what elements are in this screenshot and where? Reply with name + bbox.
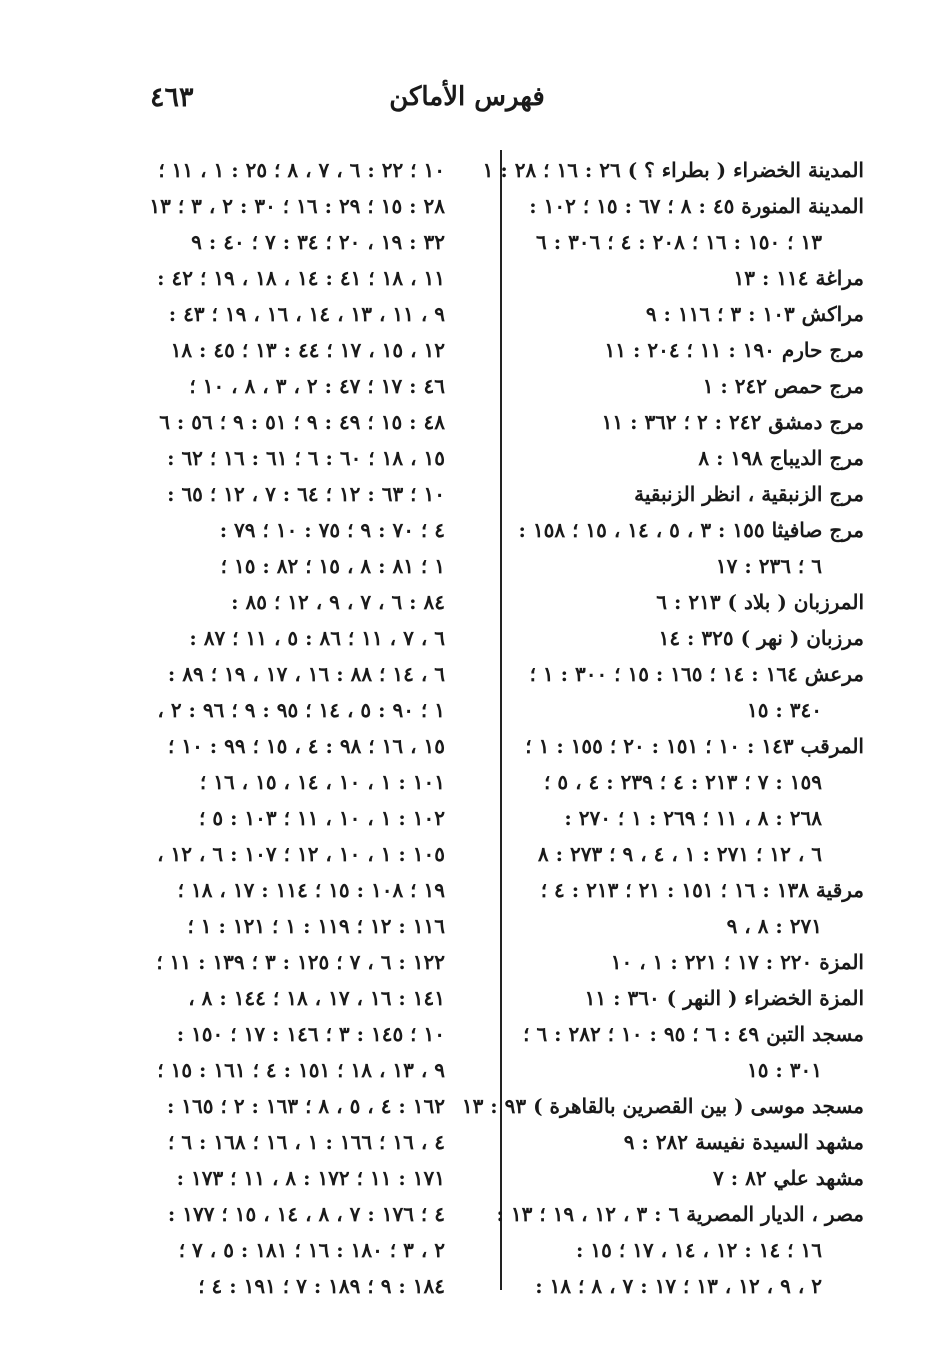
index-entry: المدينة المنورة ٤٥ : ٨ ؛ ٦٧ : ١٥ ؛ ١٠٢ : bbox=[529, 194, 864, 218]
index-entry: مسجد موسى ( بين القصرين بالقاهرة ) ٩٣ : ١٣ bbox=[461, 1094, 864, 1118]
index-entry-continuation: ١١ ، ١٨ ؛ ٤١ : ١٤ ، ١٨ ، ١٩ ؛ ٤٢ : bbox=[157, 266, 445, 290]
page-title: فهرس الأماكن bbox=[389, 82, 545, 112]
index-entry-continuation: ١٥٩ : ٧ ؛ ٢١٣ : ٤ ؛ ٢٣٩ : ٤ ، ٥ ؛ bbox=[544, 770, 822, 794]
index-entry-continuation: ٤ ؛ ١٧٦ : ٧ ، ٨ ، ١٤ ، ١٥ ؛ ١٧٧ : bbox=[167, 1202, 445, 1226]
index-entry-continuation: ١٠٥ : ١ ، ١٠ ، ١٢ ؛ ١٠٧ : ٦ ، ١٢ ، bbox=[157, 842, 445, 866]
index-entry-continuation: ٣٢ : ١٩ ، ٢٠ ؛ ٣٤ : ٧ ؛ ٤٠ : ٩ bbox=[191, 230, 445, 254]
index-entry-continuation: ٦ ، ١٤ ؛ ٨٨ : ١٦ ، ١٧ ، ١٩ ؛ ٨٩ : bbox=[167, 662, 445, 686]
index-entry: مرج حمص ٢٤٢ : ١ bbox=[702, 374, 864, 398]
index-entry-continuation: ٣٠١ : ١٥ bbox=[746, 1058, 822, 1082]
index-entry: مشهد السيدة نفيسة ٢٨٢ : ٩ bbox=[623, 1130, 864, 1154]
index-entry-continuation: ٤ ؛ ٧٠ : ٩ ؛ ٧٥ : ١٠ ؛ ٧٩ : bbox=[219, 518, 445, 542]
index-entry-continuation: ١٥ ، ١٨ ؛ ٦٠ : ٦ ؛ ٦١ : ١٦ ؛ ٦٢ : bbox=[167, 446, 445, 470]
index-entry-continuation: ٢ ، ٩ ، ١٢ ، ١٣ ؛ ١٧ : ٧ ، ٨ ؛ ١٨ : bbox=[535, 1274, 822, 1298]
index-entry: مرج دمشق ٢٤٢ : ٢ ؛ ٣٦٢ : ١١ bbox=[601, 410, 864, 434]
index-entry-continuation: ٦ ، ٧ ، ١١ ؛ ٨٦ : ٥ ، ١١ ؛ ٨٧ : bbox=[189, 626, 445, 650]
index-entry-continuation: ١٠٢ : ١ ، ١٠ ، ١١ ؛ ١٠٣ : ٥ ؛ bbox=[199, 806, 445, 830]
index-entry-continuation: ١٥ ، ١٦ ؛ ٩٨ : ٤ ، ١٥ ؛ ٩٩ : ١٠ ؛ bbox=[168, 734, 445, 758]
index-entry-continuation: ٢٧١ : ٨ ، ٩ bbox=[726, 914, 822, 938]
index-entry: المدينة الخضراء ( بطراء ؟ ) ٢٦ : ١٦ ؛ ٢٨ : ١ bbox=[482, 158, 864, 182]
index-entry: المرزبان ( بلاد ) ٢١٣ : ٦ bbox=[656, 590, 864, 614]
index-column-left bbox=[130, 152, 445, 1304]
index-entry-continuation: ٢٦٨ : ٨ ، ١١ ؛ ٢٦٩ : ١ ؛ ٢٧٠ : bbox=[564, 806, 822, 830]
index-entry-continuation: ٣٤٠ : ١٥ bbox=[746, 698, 822, 722]
index-entry-continuation: ٨٤ : ٦ ، ٧ ، ٩ ، ١٢ ؛ ٨٥ : bbox=[231, 590, 445, 614]
index-entry: مرقية ١٣٨ : ١٦ ؛ ١٥١ : ٢١ ؛ ٢١٣ : ٤ ؛ bbox=[540, 878, 864, 902]
index-entry-continuation: ٦ ، ١٢ ؛ ٢٧١ : ١ ، ٤ ، ٩ ؛ ٢٧٣ : ٨ bbox=[537, 842, 822, 866]
index-entry: مراكش ١٠٣ : ٣ ؛ ١١٦ : ٩ bbox=[645, 302, 864, 326]
page-header bbox=[0, 82, 934, 122]
index-entry: مصر ، الديار المصرية ٦ : ٣ ، ١٢ ، ١٩ ؛ ١٣ : bbox=[496, 1202, 864, 1226]
index-entry-continuation: ١٢٢ : ٦ ، ٧ ؛ ١٢٥ : ٣ ؛ ١٣٩ : ١١ ؛ bbox=[156, 950, 445, 974]
index-entry: المزة ٢٢٠ : ١٧ ؛ ٢٢١ : ١ ، ١٠ bbox=[610, 950, 864, 974]
index-entry: مرج صافيثا ١٥٥ : ٣ ، ٥ ، ١٤ ، ١٥ ؛ ١٥٨ : bbox=[518, 518, 864, 542]
index-entry-continuation: ٦ ؛ ٢٣٦ : ١٧ bbox=[715, 554, 822, 578]
index-entry: مراغة ١١٤ : ١٣ bbox=[733, 266, 864, 290]
index-entry-continuation: ١٧١ : ١١ ؛ ١٧٢ : ٨ ، ١١ ؛ ١٧٣ : bbox=[176, 1166, 445, 1190]
index-entry-continuation: ١٠١ : ١ ، ١٠ ، ١٤ ، ١٥ ، ١٦ ؛ bbox=[199, 770, 445, 794]
index-entry: مشهد علي ٨٢ : ٧ bbox=[713, 1166, 864, 1190]
index-entry-continuation: ١ ؛ ٨١ : ٨ ، ١٥ ؛ ٨٢ : ١٥ ؛ bbox=[220, 554, 445, 578]
index-entry: مرزبان ( نهر ) ٣٢٥ : ١٤ bbox=[658, 626, 864, 650]
index-entry: مسجد التبن ٤٩ : ٦ ؛ ٩٥ : ١٠ ؛ ٢٨٢ : ٦ ؛ bbox=[523, 1022, 864, 1046]
index-entry-continuation: ١٩ ؛ ١٠٨ : ١٥ ؛ ١١٤ : ١٧ ، ١٨ ؛ bbox=[177, 878, 445, 902]
index-entry-continuation: ٩ ، ١٣ ، ١٨ ؛ ١٥١ : ٤ ؛ ١٦١ : ١٥ ؛ bbox=[157, 1058, 445, 1082]
index-entry-continuation: ١٠ ؛ ٢٢ : ٦ ، ٧ ، ٨ ؛ ٢٥ : ١ ، ١١ ؛ bbox=[158, 158, 445, 182]
index-entry-continuation: ١٦٢ : ٤ ، ٥ ، ٨ ؛ ١٦٣ : ٢ ؛ ١٦٥ : bbox=[166, 1094, 445, 1118]
index-entry-continuation: ١٤١ : ١٦ ، ١٧ ، ١٨ ؛ ١٤٤ : ٨ ، bbox=[188, 986, 445, 1010]
index-entry-continuation: ٤٨ : ١٥ ؛ ٤٩ : ٩ ؛ ٥١ : ٩ ؛ ٥٦ : ٦ bbox=[159, 410, 445, 434]
index-entry-continuation: ١١٦ : ١٢ ؛ ١١٩ : ١ ؛ ١٢١ : ١ ؛ bbox=[187, 914, 445, 938]
index-entry-continuation: ١٦ ؛ ١٤ : ١٢ ، ١٤ ، ١٧ ؛ ١٥ : bbox=[576, 1238, 822, 1262]
index-entry-continuation: ١٨٤ : ٩ ؛ ١٨٩ : ٧ ؛ ١٩١ : ٤ ؛ bbox=[198, 1274, 445, 1298]
index-entry-continuation: ٩ ، ١١ ، ١٣ ، ١٤ ، ١٦ ، ١٩ ؛ ٤٣ : bbox=[168, 302, 445, 326]
index-column-right bbox=[461, 152, 864, 1304]
index-entry-continuation: ١٠ ؛ ١٤٥ : ٣ ؛ ١٤٦ : ١٧ ؛ ١٥٠ : bbox=[176, 1022, 445, 1046]
index-entry-continuation: ٢ ، ٣ ؛ ١٨٠ : ١٦ ؛ ١٨١ : ٥ ، ٧ ؛ bbox=[178, 1238, 445, 1262]
index-entry: مرج الزنبقية ، انظر الزنبقية bbox=[634, 482, 864, 506]
index-entry: المزة الخضراء ( النهر ) ٣٦٠ : ١١ bbox=[584, 986, 864, 1010]
index-entry-continuation: ٤ ، ١٦ ؛ ١٦٦ : ١ ، ١٦ ؛ ١٦٨ : ٦ ؛ bbox=[167, 1130, 445, 1154]
index-entry: مرعش ١٦٤ : ١٤ ؛ ١٦٥ : ١٥ ؛ ٣٠٠ : ١ ؛ bbox=[529, 662, 864, 686]
index-entry-continuation: ٤٦ : ١٧ ؛ ٤٧ : ٢ ، ٣ ، ٨ ، ١٠ ؛ bbox=[189, 374, 445, 398]
page-number: ٤٦٣ bbox=[150, 82, 194, 113]
index-entry-continuation: ١٣ ؛ ١٥٠ : ١٦ ؛ ٢٠٨ : ٤ ؛ ٣٠٦ : ٦ bbox=[536, 230, 822, 254]
index-entry-continuation: ١٠ ؛ ٦٣ : ١٢ ؛ ٦٤ : ٧ ، ١٢ ؛ ٦٥ : bbox=[167, 482, 445, 506]
index-entry: مرج حارم ١٩٠ : ١١ ؛ ٢٠٤ : ١١ bbox=[604, 338, 864, 362]
index-entry: مرج الديباج ١٩٨ : ٨ bbox=[698, 446, 864, 470]
index-entry-continuation: ١٢ ، ١٥ ، ١٧ ؛ ٤٤ : ١٣ ؛ ٤٥ : ١٨ bbox=[170, 338, 445, 362]
index-entry-continuation: ٢٨ : ١٥ ؛ ٢٩ : ١٦ ؛ ٣٠ : ٢ ، ٣ ؛ ١٣ bbox=[149, 194, 445, 218]
index-entry-continuation: ١ ؛ ٩٠ : ٥ ، ١٤ ؛ ٩٥ : ٩ ؛ ٩٦ : ٢ ، bbox=[157, 698, 445, 722]
index-entry: المرقب ١٤٣ : ١٠ ؛ ١٥١ : ٢٠ ؛ ١٥٥ : ١ ؛ bbox=[525, 734, 864, 758]
